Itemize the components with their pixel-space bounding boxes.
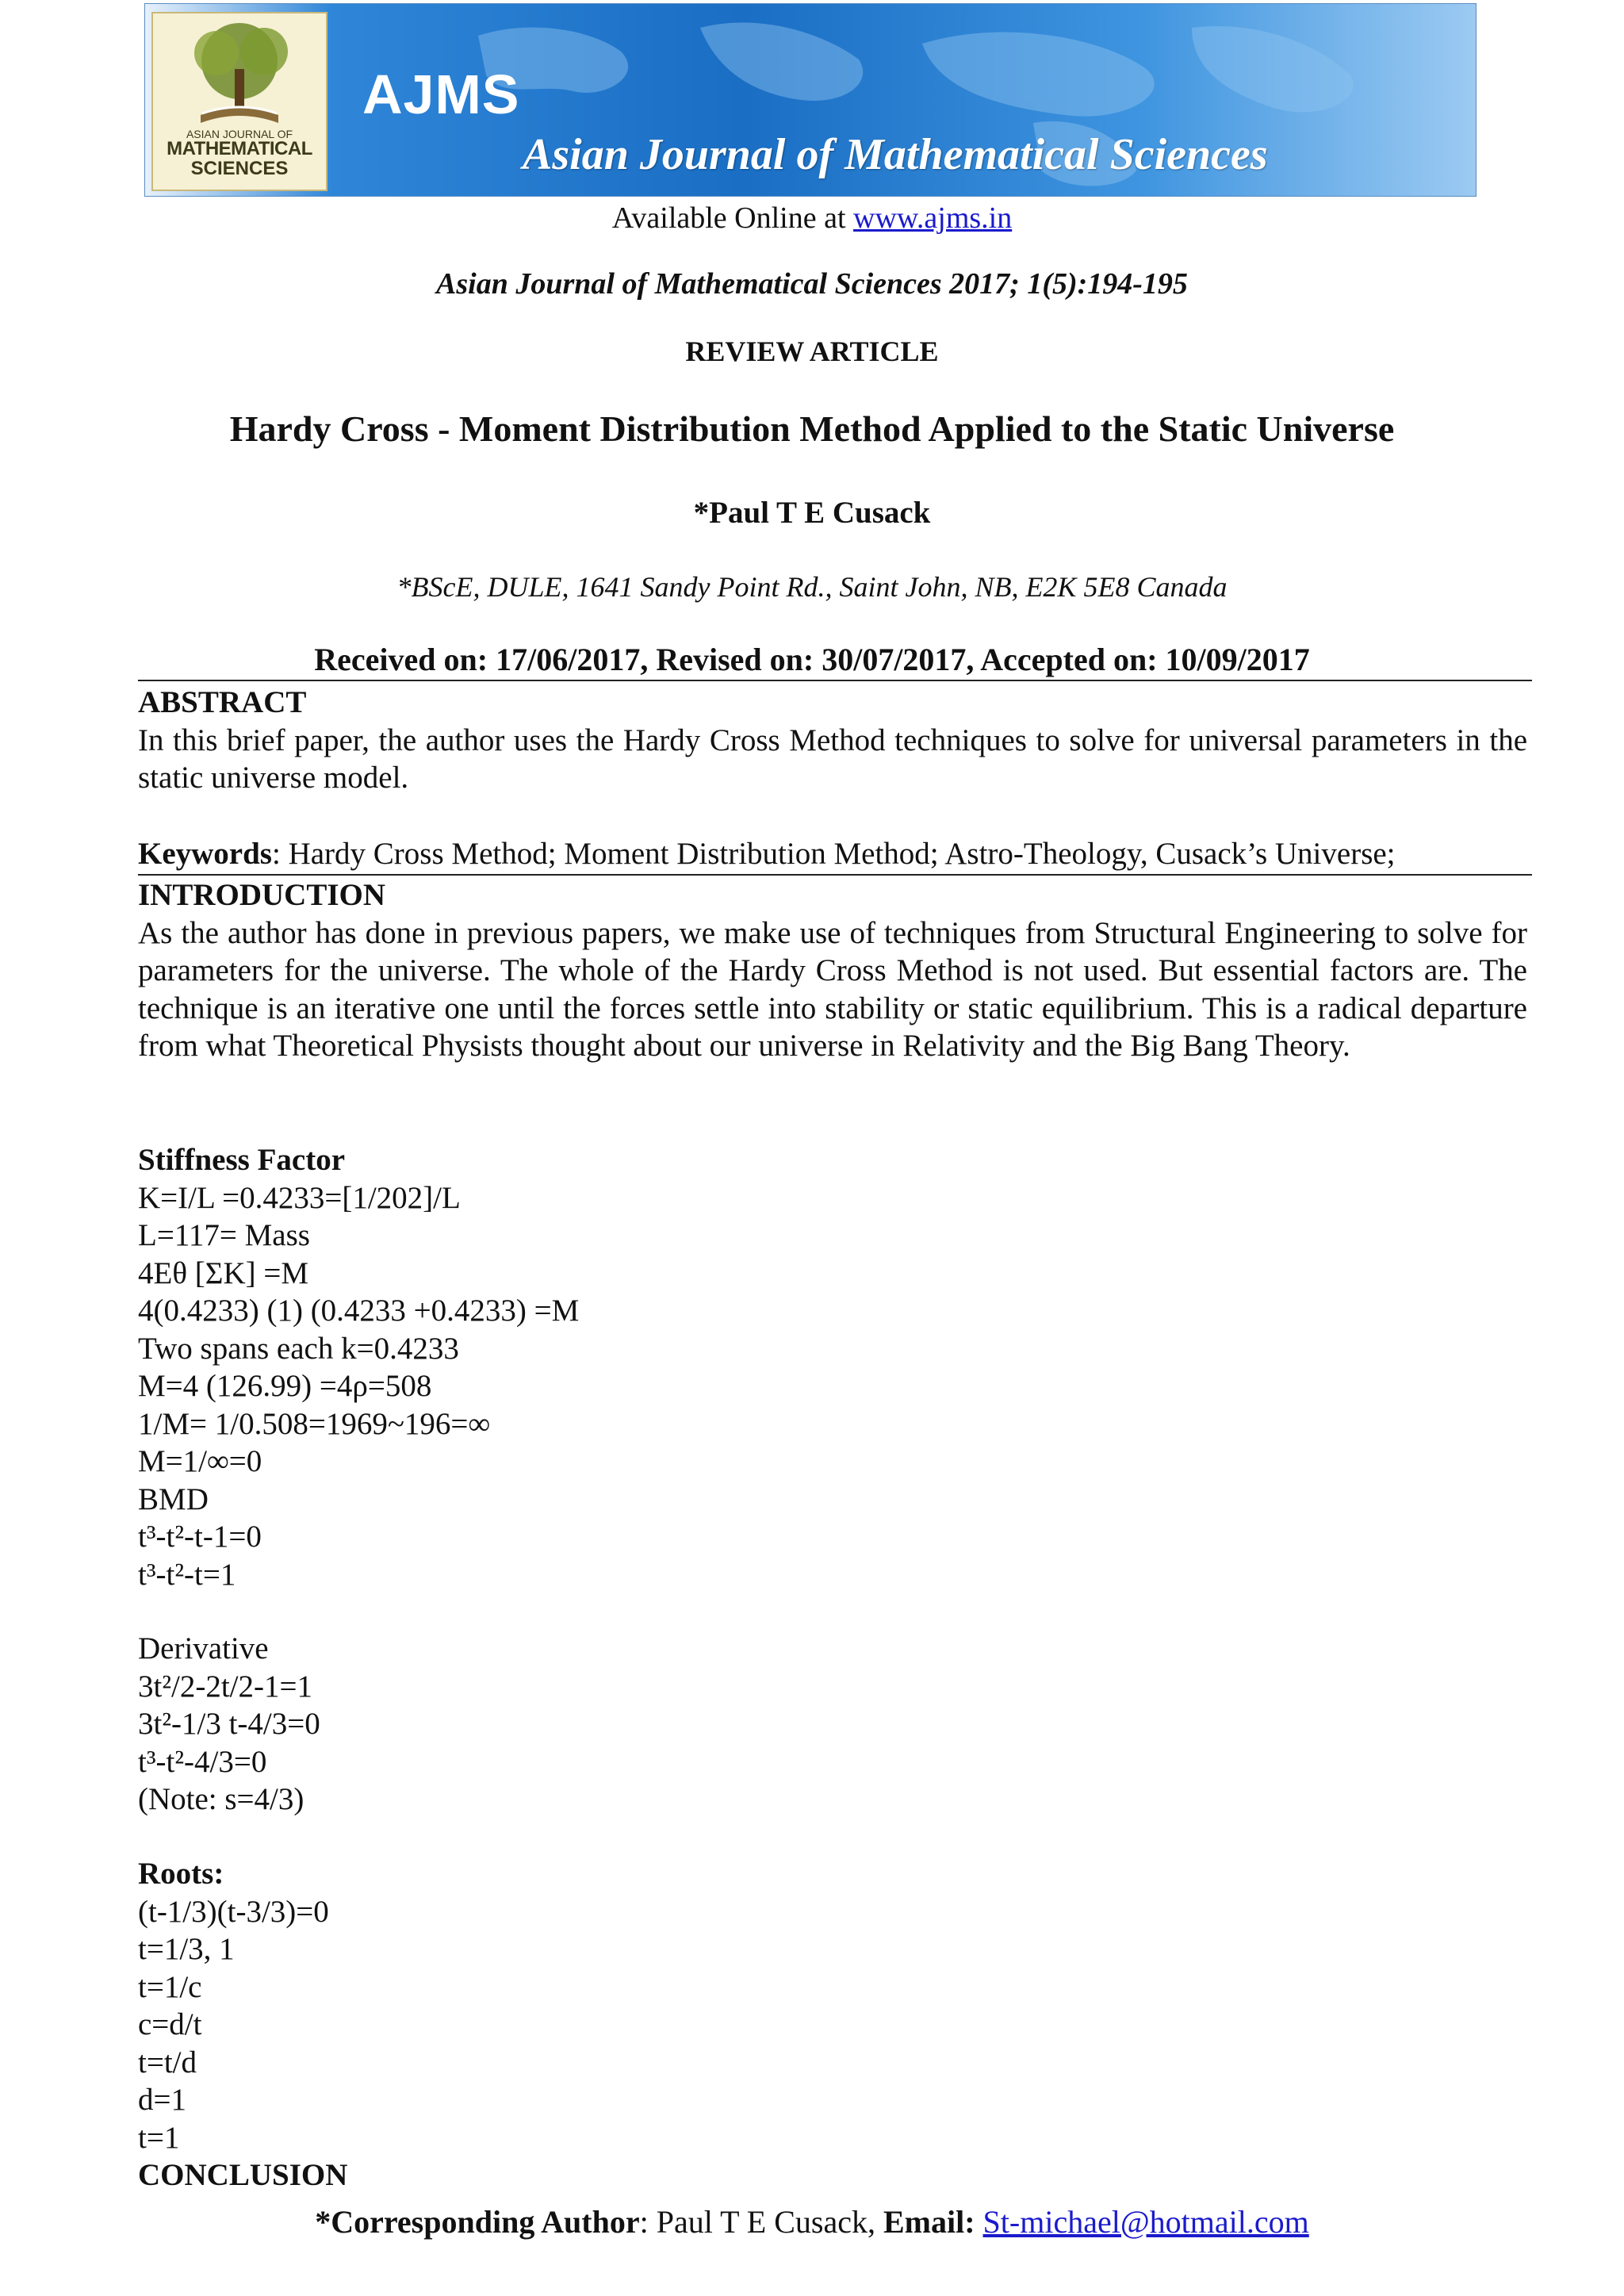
equation-line: (Note: s=4/3): [138, 1782, 304, 1816]
equation-line: t=1/c: [138, 1969, 202, 2004]
journal-logo: [151, 12, 327, 191]
paper-title: Hardy Cross - Moment Distribution Method Applied to the Static Universe: [229, 408, 1395, 449]
equation-line: 1/M= 1/0.508=1969~196=∞: [138, 1406, 491, 1441]
availability-prefix: Available Online at: [611, 201, 854, 235]
stiffness-heading: Stiffness Factor: [138, 1143, 346, 1177]
keywords-line: [138, 835, 1527, 873]
equation-line: t³-t²-t-1=0: [138, 1520, 262, 1554]
equation-line: c=d/t: [138, 2007, 202, 2041]
equation-line: Two spans each k=0.4233: [138, 1331, 459, 1366]
stiffness-section: [138, 1141, 1527, 1593]
journal-abbreviation: AJMS: [362, 63, 520, 125]
equation-line: 3t²/2-2t/2-1=1: [138, 1669, 313, 1704]
roots-heading: Roots:: [138, 1857, 224, 1891]
derivative-section: [138, 1630, 1527, 1819]
equation-line: K=I/L =0.4233=[1/202]/L: [138, 1180, 461, 1215]
email-label: Email:: [883, 2204, 975, 2240]
journal-citation: Asian Journal of Mathematical Sciences 2017; 1(5):194-195: [436, 267, 1188, 301]
divider-keywords: [138, 874, 1532, 876]
equation-line: t³-t²-t=1: [138, 1557, 236, 1592]
equation-line: 4Eθ [ΣK] =M: [138, 1255, 309, 1290]
abstract-section: [138, 684, 1527, 797]
equation-line: 4(0.4233) (1) (0.4233 +0.4233) =M: [138, 1294, 580, 1328]
journal-banner: [144, 3, 1477, 197]
author-affiliation: *BScE, DULE, 1641 Sandy Point Rd., Saint John, NB, E2K 5E8 Canada: [396, 571, 1228, 603]
corresponding-author-footer: [0, 2203, 1624, 2240]
divider-top: [138, 680, 1532, 681]
corresponding-author-label: *Corresponding Author: [315, 2204, 640, 2240]
publication-dates: Received on: 17/06/2017, Revised on: 30/07/2017, Accepted on: 10/09/2017: [314, 642, 1310, 677]
journal-full-name: Asian Journal of Mathematical Sciences: [523, 130, 1268, 179]
introduction-heading: INTRODUCTION: [138, 878, 386, 912]
corresponding-author-name: : Paul T E Cusack,: [639, 2204, 883, 2240]
keywords-label: Keywords: [138, 837, 272, 871]
equation-line: t=t/d: [138, 2045, 197, 2079]
derivative-heading: Derivative: [138, 1631, 269, 1665]
availability-line: [0, 201, 1624, 236]
introduction-section: [138, 876, 1527, 1065]
journal-website-link[interactable]: www.ajms.in: [853, 201, 1013, 235]
logo-line-3: SCIENCES: [190, 157, 289, 179]
equation-line: M=1/∞=0: [138, 1444, 262, 1478]
equation-line: t³-t²-4/3=0: [138, 1744, 267, 1779]
equation-line: L=117= Mass: [138, 1218, 310, 1252]
keywords-text: : Hardy Cross Method; Moment Distribution Method; Astro-Theology, Cusack’s Universe;: [272, 837, 1396, 871]
roots-section: [138, 1855, 1527, 2194]
equation-line: t=1: [138, 2120, 180, 2155]
tree-book-icon: [153, 13, 326, 132]
introduction-text: As the author has done in previous papers, we make use of techniques from Structural Engineering to solve for parameters for the universe. The whole of the Hardy Cross Method is not used. But essential factors are. The technique is an iterative one until the forces settle into stability or static equilibrium. This is a radical departure from what Theoretical Physists thought about our universe in Relativity and the Big Bang Theory.: [138, 915, 1527, 1063]
equation-line: t=1/3, 1: [138, 1932, 235, 1966]
equation-line: BMD: [138, 1481, 209, 1516]
equation-line: M=4 (126.99) =4ρ=508: [138, 1369, 432, 1403]
article-type: REVIEW ARTICLE: [685, 335, 939, 367]
equation-line: d=1: [138, 2083, 186, 2117]
abstract-text: In this brief paper, the author uses the Hardy Cross Method techniques to solve for universal parameters in the static universe model.: [138, 723, 1527, 795]
equation-line: 3t²-1/3 t-4/3=0: [138, 1707, 320, 1741]
equation-line: (t-1/3)(t-3/3)=0: [138, 1894, 329, 1929]
abstract-heading: ABSTRACT: [138, 685, 307, 719]
author-name: *Paul T E Cusack: [693, 496, 931, 530]
logo-line-2: MATHEMATICAL: [167, 138, 312, 160]
conclusion-heading: CONCLUSION: [138, 2158, 348, 2192]
author-email-link[interactable]: St-michael@hotmail.com: [982, 2204, 1309, 2240]
logo-line-1: ASIAN JOURNAL OF: [186, 127, 293, 140]
